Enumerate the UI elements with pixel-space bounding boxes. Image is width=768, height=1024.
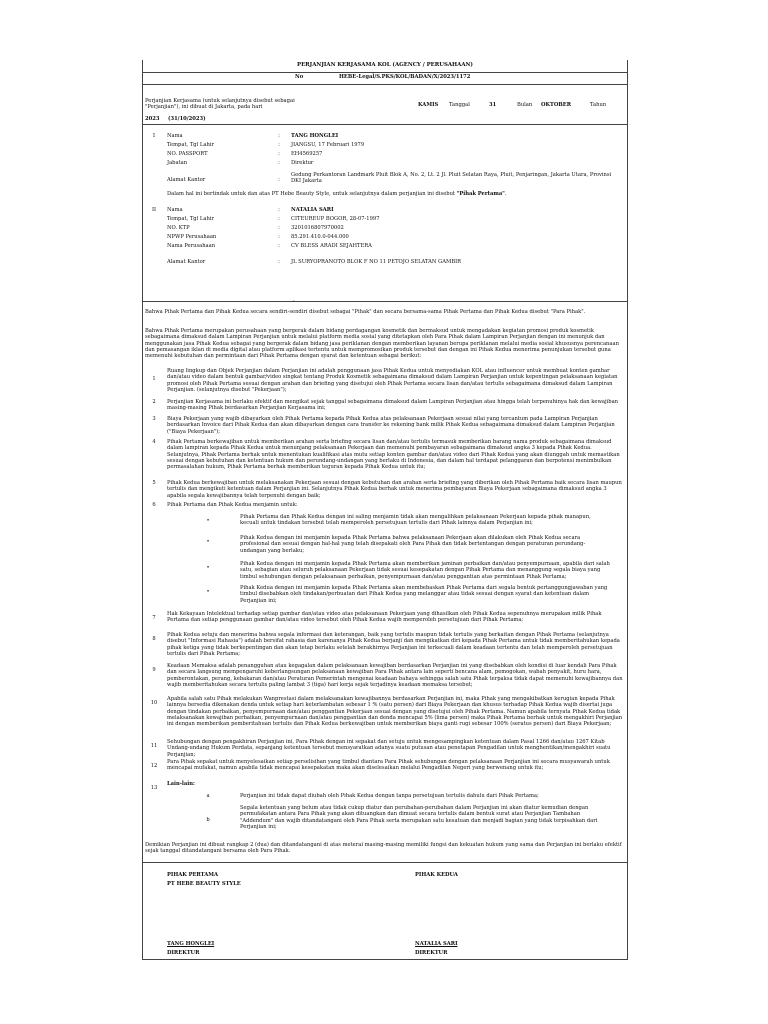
sig-left-company: PT HEBE BEAUTY STYLE [167,881,241,887]
guarantee-text: Pihak Pertama dan Pihak Kedua dengan ini saling menjamin tidak akan mengalihkan pelaksanaan Pekerjaan kepada pihak manapun, kecuali untuk tindakan tersebut telah memperoleh persetujuan tertulis dari Pihak lainnya dalam Perjanjian ini; [240,514,591,527]
intro-date: (31/10/2023) [168,116,206,122]
other-item-text: Segala ketentuan yang belum atau tidak cukup diatur dan perubahan-perubahan dalam Perjanjian ini akan diatur kemudian dengan permufakatan antara Para Pihak yang akan dituangkan dan dimuat secara tertulis dalam bentuk surat atau Perjanjian Tambahan "Addendum" dan wajib ditandatangani oleh Para Pihak serta merupakan satu kesatuan dan menjadi bagian yang tidak terpisahkan dari Perjanjian ini; [240,805,598,831]
closing-text: Demikian Perjanjian ini dibuat rangkap 2 (dua) dan ditandatangani di atas meterai masing-masing memiliki fungsi dan kekuatan hukum yang sama dan Perjanjian ini berlaku efektif sejak tanggal ditandatangani bersama oleh Para Pihak. [145,842,622,855]
sig-right-name: NATALIA SARI [415,941,458,947]
intro-year: 2023 [145,116,160,122]
clause-number: 1 [152,376,156,382]
party2-field-value: CV BLESS ARADI SEJAHTERA [291,243,372,249]
other-item-mark: a [206,793,210,799]
party2-field-label: NO. KTP [167,225,190,231]
clause-text: Sehubungan dengan pengakhiran Perjanjian ini, Para Pihak dengan ini sepakat dan setuju untuk mengesampingkan ketentuan dalam Pasal 1266 dan/atau 1267 Kitab Undang-undang Hukum Perdata, sepanjang ketentuan tersebut mensyaratkan adanya suatu putusan atau penetapan Pengadilan untuk menghentikan/mengakhiri suatu Perjanjian; [167,739,611,758]
clause-number: 9 [152,667,156,673]
separator-dot: . [293,297,295,303]
para-para-pihak: Bahwa Pihak Pertama dan Pihak Kedua secara sendiri-sendiri disebut sebagai "Pihak" dan secara bersama-sama Pihak Pertama dan Pihak Kedua disebut "Para Pihak". [145,309,586,315]
guarantee-text: Pihak Kedua dengan ini menjamin kepada Pihak Pertama akan memberikan jaminan perbaikan dan/atau penyempurnaan, apabila dari salah satu, sebagian atau seluruh pelaksanaan Pekerjaan tidak sesuai kesepakatan dengan Pihak Pertama dan menanggung segala biaya yang timbul sehubungan dengan pelaksanaan perbaikan, penyempurnaan dan/atau penggantian atas permintaan Pihak Pertama; [240,561,610,580]
clause-number: 4 [152,439,156,445]
party1-field-value: Direktur [291,160,314,166]
party1-field-sep: : [278,142,280,148]
clause-text: Keadaan Memaksa adalah penangguhan atau kegagalan dalam pelaksanaan kewajiban berdasarkan Perjanjian ini yang disebabkan oleh kondisi di luar kendali Para Pihak dan secara langsung mempengaruhi keberlangsungan pelaksanaan kewajiban Para Pihak antara lain seperti bencana alam, pemogokan, wabah penyakit, huru hara, pemberontakan, perang, kebakaran dan/atau Peraturan Pemerintah mengenai keadaan bahaya sehingga salah satu Pihak terpaksa tidak dapat memenuhi kewajibannya dan wajib memberitahukan secara tertulis paling lambat 3 (tiga) hari kerja sejak terjadinya keadaan memaksa tersebut; [167,663,623,689]
clause-number: 5 [152,480,156,486]
party2-field-label: NPWP Perusahaan [167,234,217,240]
intro-bulan-label: Bulan [517,102,533,108]
party2-field-value: NATALIA SARI [291,207,334,213]
party2-field-sep: : [278,234,280,240]
guarantee-bullet: • [206,518,210,524]
clause-text: Lain-lain: [167,781,195,787]
other-item-text: Perjanjian ini tidak dapat diubah oleh Pihak Kedua dengan tanpa persetujuan tertulis dahulu dari Pihak Pertama; [240,793,539,799]
other-item-mark: b [206,817,210,823]
header-divider [143,84,627,85]
document-number: HEBE-Legal/S.PKS/KOL/BADAN/X/2023/1172 [339,74,471,80]
clause-text: Perjanjian Kerjasama ini berlaku efektif dan mengikat sejak tanggal sebagaimana dimaksud dalam Lampiran Perjanjian atau hingga telah terpenuhinya hak dan kewajiban masing-masing Pihak berdasarkan Perjanjian Kerjasama ini; [167,399,618,412]
intro-tanggal-label: Tanggal [449,102,470,108]
party2-field-value: 85.291.410.0-044.000 [291,234,349,240]
clause-number: 8 [152,636,156,642]
parties-divider [143,301,627,302]
party2-number: II [151,207,157,213]
party1-field-label: Nama [167,133,183,139]
clause-number: 6 [152,502,156,508]
party1-field-sep: : [278,177,280,183]
party1-field-label: Tempat, Tgl Lahir [167,142,214,148]
clause-number: 13 [150,785,158,791]
clause-number: 7 [152,615,156,621]
clause-text: Hak Kekayaan Intelektual terhadap setiap gambar dan/atau video atas pelaksanaan Pekerjaan yang dihasilkan oleh Pihak Kedua sepenuhnya merupakan milik Pihak Pertama dan setiap penggunaan gambar dan/atau video tersebut oleh Pihak Kedua wajib memperoleh persetujuan dari Pihak Pertama; [167,611,602,624]
guarantee-bullet: • [206,589,210,595]
guarantee-text: Pihak Kedua dengan ini menjamin kepada Pihak Pertama akan membebaskan Pihak Pertama dari segala bentuk pertanggungjawaban yang timbul disebabkan oleh tindakan/perbuatan dari Pihak Kedua yang melanggar atau tidak sesuai dengan syarat dan ketentuan dalam Perjanjian ini; [240,585,608,604]
sig-left-name: TANG HONGLEI [167,941,215,947]
party1-field-sep: : [278,160,280,166]
sig-left-role: DIREKTUR [167,950,200,956]
party2-field-label: Alamat Kantor [167,259,206,265]
intro-divider [143,124,627,125]
clause-number: 12 [150,763,158,769]
party2-field-label: Tempat, Tgl Lahir [167,216,214,222]
guarantee-text: Pihak Kedua dengan ini menjamin kepada Pihak Pertama bahwa pelaksanaan Pekerjaan akan dilakukan oleh Pihak Kedua secara profesional dan sesuai dengan hal-hal yang telah disepakati oleh Para Pihak dan tidak bertentangan dengan peraturan perundang-undangan yang berlaku; [240,535,586,554]
party2-field-label: Nama [167,207,183,213]
clause-number: 3 [152,416,156,422]
party1-field-value: Gedung Perkantoran Landmark Pluit Blok A, No. 2, Lt. 2 Jl. Pluit Selatan Raya, Pluit, Penjaringan, Jakarta Utara, Provinsi DKI Jakarta [291,172,612,185]
intro-tanggal: 31 [489,102,497,108]
document-title: PERJANJIAN KERJASAMA KOL (AGENCY / PERUSAHAAN) [297,62,473,68]
intro-tahun-label: Tahun [590,102,607,108]
clause-text: Ruang lingkup dan Objek Perjanjian dalam Perjanjian ini adalah penggunaan jasa Pihak Kedua untuk menyediakan KOL atau influencer untuk membuat konten gambar dan/atau video dalam bentuk gambar/video singkat tentang Produk Kosmetik sebagaimana dimaksud dalam Lampiran Perjanjian untuk kepentingan pelaksanaan kegiatan promosi oleh Pihak Pertama sesuai dengan arahan dan briefing yang disetujui oleh Pihak Pertama secara lisan dan/atau tertulis sebagaimana dimaksud dalam Lampiran Perjanjian. (selanjutnya disebut "Pekerjaan"); [167,368,618,394]
party1-field-label: Alamat Kantor [167,177,206,183]
party2-field-sep: : [278,259,280,265]
sig-right-title: PIHAK KEDUA [415,872,458,878]
guarantee-bullet: • [206,565,210,571]
party2-field-sep: : [278,216,280,222]
document-page [142,60,628,960]
party1-field-value: EH4569257 [291,151,323,157]
intro-day: KAMIS [418,102,439,108]
clause-text: Pihak Kedua setuju dan menerima bahwa segala informasi dan keterangan, baik yang tertulis maupun tidak tertulis yang berkaitan dengan Pihak Pertama (selanjutnya disebut "Informasi Rahasia") adalah bersifat rahasia dan karenanya Pihak Kedua berjanji dan mengikatkan diri kepada Pihak Pertama untuk tidak memberitahukan kepada pihak ketiga yang tidak berkepentingan dan akan tetap berlaku setelah berakhirnya Perjanjian ini terkecuali dalam keadaan tertentu dan telah memperoleh persetujuan tertulis dari Pihak Pertama; [167,632,620,658]
closing-divider [143,862,627,863]
clause-number: 2 [152,399,156,405]
guarantee-bullet: • [206,539,210,545]
party2-field-value: JL SURYOPRANOTO BLOK F NO 11 PETOJO SELATAN GAMBIR [291,259,462,265]
party2-field-value: CITEUREUP BOGOR, 28-07-1997 [291,216,380,222]
title-underline [143,72,627,73]
clause-number: 10 [150,700,158,706]
document-number-label: No [295,74,304,80]
sig-right-role: DIREKTUR [415,950,448,956]
sig-left-title: PIHAK PERTAMA [167,872,219,878]
intro-bulan: OKTOBER [541,102,572,108]
party2-field-sep: : [278,243,280,249]
clause-text: Para Pihak sepakat untuk menyelesaikan setiap perselisihan yang timbul diantara Para Pihak sehubungan dengan pelaksanaan Perjanjian ini secara musyawarah untuk mencapai mufakat, namun apabila tidak mencapai kesepakatan maka akan diselesaikan melalui Pengadilan Negeri yang berwenang untuk itu; [167,759,610,772]
party1-field-sep: : [278,151,280,157]
party1-note: Dalam hal ini bertindak untuk dan atas PT Hebe Beauty Style, untuk selanjutnya dalam perjanjian ini disebut "Pihak Pertama". [167,191,507,197]
party2-field-value: 3201016807970002 [291,225,344,231]
party1-number: 1 [152,133,156,139]
party1-field-label: NO. PASSPORT [167,151,208,157]
party1-field-label: Jabatan [167,160,188,166]
party2-field-label: Nama Perusahaan [167,243,216,249]
intro-text: Perjanjian Kerjasama (untuk selanjutnya disebut sebagai "Perjanjian"), ini dibuat di Jakarta, pada hari [145,98,295,111]
bottom-border [143,959,627,960]
party1-field-value: JIANGSU, 17 Februari 1979 [291,142,365,148]
clause-text: Pihak Pertama dan Pihak Kedua menjamin untuk: [167,502,298,508]
clause-text: Pihak Kedua berkewajiban untuk melaksanakan Pekerjaan sesuai dengan kebutuhan dan arahan serta briefing yang diberikan oleh Pihak Pertama baik secara lisan maupun tertulis dan mengikuti ketentuan dalam Perjanjian ini. Selanjutnya Pihak Kedua berhak untuk menerima pembayaran Biaya Pekerjaan sebagaimana dimaksud angka 3 apabila segala kewajibannya telah terpenuhi dengan baik; [167,480,622,499]
party1-field-sep: : [278,133,280,139]
clause-text: Pihak Pertama berkewajiban untuk memberikan arahan serta briefing secara lisan dan/atau tertulis termasuk memberikan barang nama produk sebagaimana dimaksud dalam lampiran kepada Pihak Kedua untuk menunjang pelaksanaan Pekerjaan dan memenuhi pembayaran sebagaimana dimaksud angka 3 kepada Pihak Kedua. Selanjutnya, Pihak Pertama berhak untuk menentukan kualifikasi atas mutu setiap konten gambar dan/atau video dari Pihak Kedua yang akan diunggah untuk memastikan sesuai dengan kebutuhan dan ketentuan hukum dan perundang-undangan yang berlaku di Indonesia, dan dalam hal terdapat pelanggaran dan berpotensi menimbulkan permasalahan hukum, Pihak Pertama berhak memberikan teguran kepada Pihak Kedua untuk itu; [167,439,620,471]
clause-number: 11 [150,743,158,749]
party2-field-sep: : [278,225,280,231]
party2-field-sep: : [278,207,280,213]
para-bahwa: Bahwa Pihak Pertama merupakan perusahaan yang bergerak dalam bidang perdagangan kosmetik dan bermaksud untuk mengadakan kegiatan promosi produk kosmetik sebagaimana dimaksud dalam Lampiran Perjanjian untuk melalui platform media sosial yang ditetapkan oleh Para Pihak dalam Lampiran Perjanjian dengan ini menunjuk dan menggunakan jasa Pihak Kedua sebagai yang bergerak dalam bidang jasa periklanan dengan memberikan layanan berupa periklanan melalui media sosial khususnya perencanaan dan pemasangan iklan di media digital atau platform aplikasi tertentu untuk mempromosikan produk tersebut dan dengan ini Pihak Kedua menerima penunjukan tersebut guna memenuhi kebutuhan dan permintaan dari Pihak Pertama dengan syarat dan ketentuan sebagai berikut: [145,328,619,360]
clause-text: Biaya Pekerjaan yang wajib dibayarkan oleh Pihak Pertama kepada Pihak Kedua atas pelaksanaan Pekerjaan sesuai nilai yang tercantum pada Lampiran Perjanjian berdasarkan Invoice dari Pihak Kedua dan akan dibayarkan dengan cara transfer ke rekening bank milik Pihak Kedua sebagaimana dimaksud dalam Lampiran Perjanjian ("Biaya Pekerjaan"); [167,416,615,435]
clause-text: Apabila salah satu Pihak melakukan Wanprestasi dalam melaksanakan kewajibannya berdasarkan Perjanjian ini, maka Pihak yang mengakibatkan kerugian kepada Pihak lainnya bersedia dikenakan denda untuk setiap hari keterlambatan sebesar 1 % (satu persen) dari Biaya Pekerjaan dan khusus terhadap Pihak Kedua wajib disertai juga dengan tindakan perbaikan, penyempurnaan dan/atau penggantian Pekerjaan sesuai dengan yang disetujui oleh Pihak Pertama. Namun apabila ternyata Pihak Kedua tidak melaksanakan kewajiban perbaikan, penyempurnaan dan/atau penggantian dan denda mencapai 5% (lima persen) maka Pihak Pertama berhak untuk mengakhiri Perjanjian ini dengan memberikan pemberitahuan tertulis dan Pihak Kedua berkewajiban untuk memberikan biaya ganti rugi sebesar 100% (seratus persen) dari Biaya Pekerjaan; [167,696,623,728]
party1-field-value: TANG HONGLEI [291,133,339,139]
